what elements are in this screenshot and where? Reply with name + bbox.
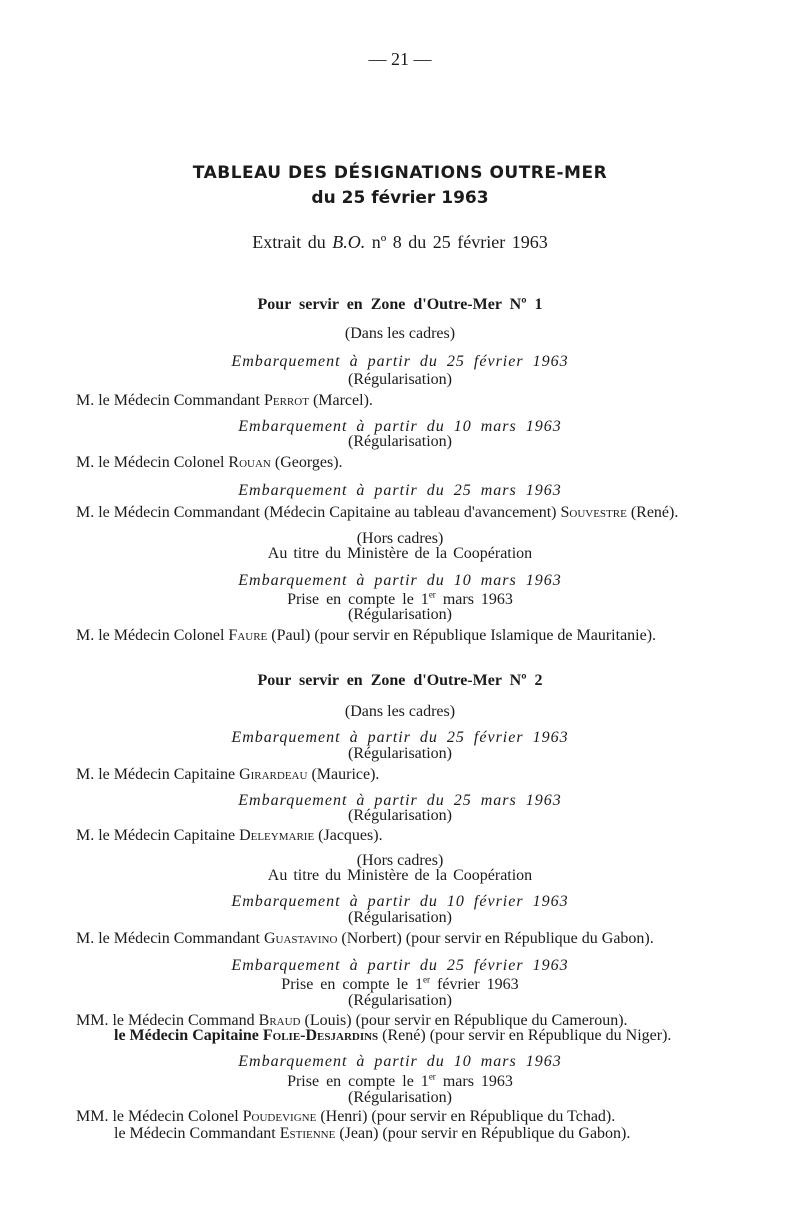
zone2-embarquement-4: Embarquement à partir du 25 février 1963 [231,957,569,974]
zone1-person-2 [76,454,343,472]
person-surname: Poudevigne [242,1108,317,1125]
person-text: M. le Médecin Colonel [76,627,229,644]
zone2-person-2 [76,827,383,845]
person-surname: Braud [258,1012,301,1029]
zone1-embarquement-4: Embarquement à partir du 10 mars 1963 [238,572,562,589]
person-surname: Girardeau [239,766,308,783]
page-title: TABLEAU DES DÉSIGNATIONS OUTRE-MER [192,163,608,183]
zone2-regularisation-2: (Régularisation) [348,807,452,824]
person-surname: Souvestre [560,504,627,521]
person-text: (Jean) (pour servir en République du Gabon). [335,1125,631,1142]
zone2-cooperation: Au titre du Ministère de la Coopération [267,867,533,884]
zone2-person-5b [114,1125,630,1143]
zone1-person-4 [76,627,656,645]
person-text: le Médecin Capitaine [114,1027,263,1044]
prise-text: Prise en compte le 1 [287,1073,429,1090]
person-surname: Rouan [228,454,271,471]
person-text: (Paul) (pour servir en République Islamique de Mauritanie). [267,627,657,644]
person-text: (Jacques). [314,827,383,844]
extract-post: nº 8 du 25 février 1963 [365,232,548,252]
person-text: (Maurice). [307,766,380,783]
person-text: (René) (pour servir en République du Niger). [378,1027,672,1044]
page-number: — 21 — [368,49,432,69]
person-text: MM. le Médecin Command [76,1012,259,1029]
prise-text: Prise en compte le 1 [287,591,429,608]
person-surname: Perrot [263,392,309,409]
zone1-hors-cadres: (Hors cadres) [356,530,444,547]
extract-line [0,232,800,252]
zone1-person-1 [76,392,373,410]
extract-bo: B.O. [332,232,366,252]
zone2-embarquement-1: Embarquement à partir du 25 février 1963 [231,729,569,746]
zone1-cooperation: Au titre du Ministère de la Coopération [267,545,533,562]
prise-sup: er [428,1071,436,1082]
zone2-embarquement-5: Embarquement à partir du 10 mars 1963 [238,1053,562,1070]
prise-text: mars 1963 [435,1073,513,1090]
person-text: M. le Médecin Commandant (Médecin Capitaine au tableau d'avancement) [76,504,561,521]
zone2-regularisation-4: (Régularisation) [348,992,452,1009]
person-text: M. le Médecin Capitaine [76,827,240,844]
person-text: (Marcel). [308,392,373,409]
zone2-person-4b [114,1027,671,1045]
prise-text: Prise en compte le 1 [281,976,424,993]
zone2-regularisation-5: (Régularisation) [348,1089,452,1106]
person-text: M. le Médecin Commandant [76,392,264,409]
zone1-regularisation-1: (Régularisation) [348,371,452,388]
person-text: (Louis) (pour servir en République du Cameroun). [300,1012,628,1029]
zone1-embarquement-3: Embarquement à partir du 25 mars 1963 [238,482,562,499]
zone2-person-5a [76,1108,615,1126]
zone2-person-1 [76,766,379,784]
person-surname: Folie-Desjardins [262,1027,379,1044]
zone1-regularisation-4: (Régularisation) [348,606,452,623]
page-subtitle: du 25 février 1963 [311,188,489,208]
person-surname: Deleymarie [239,827,315,844]
person-text: (René). [626,504,679,521]
zone1-person-3 [76,504,678,522]
zone1-dans-cadres: (Dans les cadres) [344,325,456,342]
prise-sup: er [423,974,431,985]
zone1-heading: Pour servir en Zone d'Outre-Mer Nº 1 [257,296,543,313]
zone2-regularisation-1: (Régularisation) [348,745,452,762]
person-text: (Henri) (pour servir en République du Tchad). [316,1108,616,1125]
zone2-hors-cadres: (Hors cadres) [356,852,444,869]
zone1-embarquement-2: Embarquement à partir du 10 mars 1963 [238,418,562,435]
extract-pre: Extrait du [252,232,333,252]
prise-text: mars 1963 [435,591,513,608]
person-text: M. le Médecin Colonel [76,454,229,471]
zone2-embarquement-3: Embarquement à partir du 10 février 1963 [231,893,569,910]
zone2-dans-cadres: (Dans les cadres) [344,703,456,720]
person-text: M. le Médecin Commandant [76,930,264,947]
zone2-heading: Pour servir en Zone d'Outre-Mer Nº 2 [257,672,543,689]
person-surname: Guastavino [263,930,338,947]
zone1-embarquement-1: Embarquement à partir du 25 février 1963 [231,353,569,370]
person-text: (Norbert) (pour servir en République du Gabon). [337,930,654,947]
prise-text: février 1963 [430,976,519,993]
zone2-regularisation-3: (Régularisation) [348,909,452,926]
zone2-person-3 [76,930,654,948]
person-text: (Georges). [270,454,343,471]
person-text: MM. le Médecin Colonel [76,1108,243,1125]
person-surname: Faure [228,627,268,644]
person-text: M. le Médecin Capitaine [76,766,240,783]
zone1-regularisation-2: (Régularisation) [348,433,452,450]
person-text: le Médecin Commandant [114,1125,280,1142]
person-surname: Estienne [279,1125,336,1142]
prise-sup: er [428,589,436,600]
zone2-embarquement-2: Embarquement à partir du 25 mars 1963 [238,792,562,809]
